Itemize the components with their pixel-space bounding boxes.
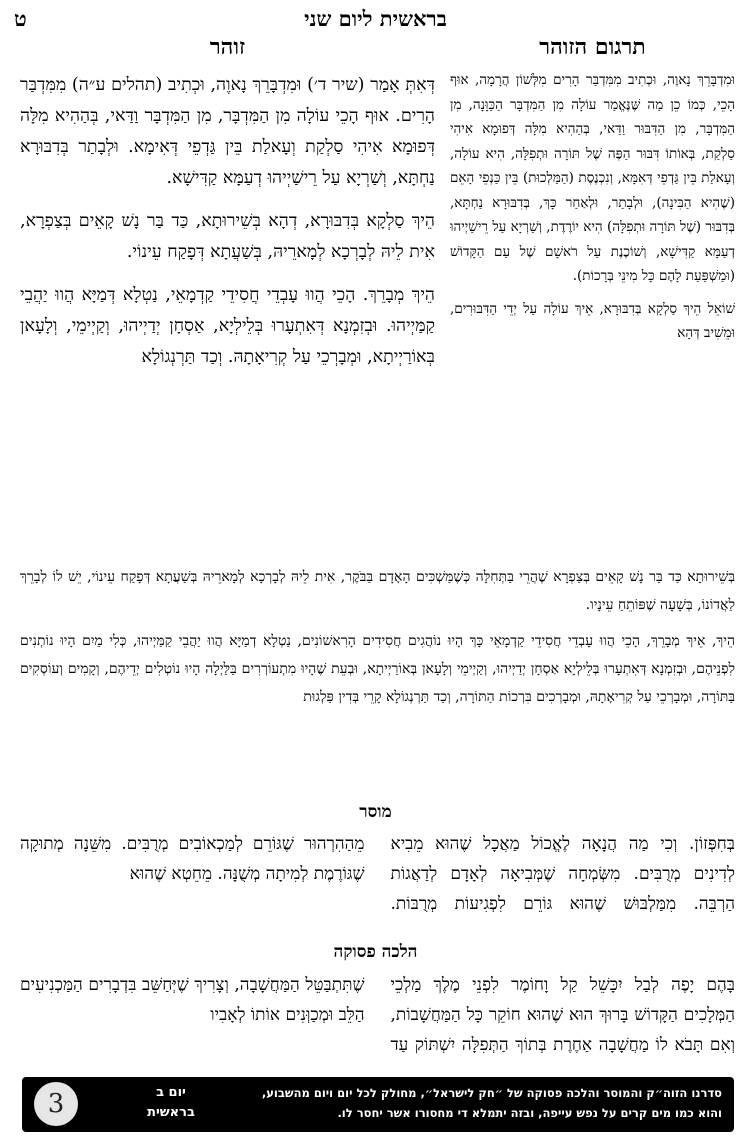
- footer-parasha: בראשית: [147, 1105, 195, 1120]
- page-header-title: בראשית ליום שני: [304, 6, 447, 31]
- targum-paragraph: וּמִדְבָּרֵךְ נָאוֶה, וּכְתִיב מִמִּדְבַּר הָרִים מִלְּשׁוֹן הֲרָמָה, אוּף הָכֵי, כְּמוֹ כֵן מַה שֶּׁנֶּאֱמַר עוֹלָה מִן הַמִּדְבָּר הַכַּוָּנָה, מִן הַמִּדְבָּר, מִן הַדִּבּוּר וַדַּאי, בְּהַהִיא מִלָּה דְּפוּמָא אִיהִי סַלְקַת, בְּאוֹתוֹ דִּבּוּר הַפֶּה שֶׁל תּוֹרָה וּתְפִלָּה, הִיא עוֹלָה, וְעָאלַת בֵּין גַּדְפֵי דְּאִמָּא, וְנִכְנֶסֶת (הַמַּלְכוּת) בֵּין כַּנְפֵי הָאֵם (שֶׁהִיא הַבִּינָה), וּלְבָתַר, וּלְאַחַר כָּךְ, בְּדִבּוּרָא נַחְתָּא, בְּדִבּוּר (שֶׁל תּוֹרָה וּתְפִלָּה) הִיא יוֹרֶדֶת, וְשַׁרְיָא עַל רֵישַׁיְיהוּ דְעַמָּא קַדִּישָׁא, וְשׁוֹכֶנֶת עַל רֹאשָׁם שֶׁל עַם הַקָּדוֹשׁ (וּמַשְׁפַּעַת לָהֶם כָּל מִינֵי בְּרָכוֹת).: [450, 72, 735, 284]
- halacha-text: בָּהֶם יָפֶה לְבַל יִכָּשֵׁל קַל וָחוֹמֶר לִפְנֵי מֶלֶךְ מַלְכֵי הַמְּלָכִים הַקָּדוֹשׁ בָּרוּךְ הוּא שֶׁהוּא חוֹקֵר כָּל הַמַּחֲשָׁבוֹת, וְאִם תָּבֹא לוֹ מַחֲשָׁבָה אַחֶרֶת בְּתוֹךְ הַתְּפִלָּה יִשְׁתּוֹק עַד שֶׁתִּתְבַּטֵּל הַמַּחֲשָׁבָה, וְצָרִיךְ שֶׁיְּחַשֵּׁב בִּדְבָרִים הַמַּכְנִיעִים הַלֵּב וּמְכַוְּנִים אוֹתוֹ לְאָבִיו: [20, 975, 735, 1055]
- targum-column-title: תרגום הזוהר: [539, 34, 646, 60]
- footer-description: [242, 1083, 722, 1123]
- footer-day-label: [116, 1083, 226, 1123]
- page-header-letter: ט: [14, 6, 27, 31]
- targum-paragraph-tail: שׁוֹאֵל הֵיךְ סַלְקָא בְּדִבּוּרָא, אֵיךְ עוֹלָה עַל יְדֵי הַדִּבּוּרִים, וּמֵשִׁיב דְּהָא: [450, 300, 735, 341]
- zohar-paragraph: דְּאִתְּ אָמַר (שיר ד׳) וּמִדְבָּרֵךְ נָאוֶה, וּכְתִיב (תהלים ע״ה) מִמִּדְבַּר הָרִים. אוּף הָכֵי עוֹלָה מִן הַמִּדְבָּר, מִן הַמִּדְבָּר וַדַּאי, בְּהַהִיא מִלָּה דְּפוּמָא אִיהִי סַלְקַת וְעָאלַת בֵּין גַּדְפֵי דְּאִימָא. וּלְבָתַר בְּדִבּוּרָא נַחְתָּא, וְשַׁרְיָא עַל רֵישַׁיְיהוּ דְעַמָּא קַדִּישָׁא.: [20, 75, 435, 188]
- page-number-badge: 3: [34, 1082, 78, 1126]
- musar-title: מוסר: [359, 802, 392, 822]
- targum-text: [450, 68, 735, 346]
- targum-wide-paragraph: הֵיךְ, אֵיךְ מְבָרֵךְ, הָכֵי הֲווּ עָבְדֵי חֲסִידֵי קַדְמָאֵי כָּךְ הָיוּ נוֹהֲגִים חֲסִידִים הָרִאשׁוֹנִים, נַטְלָא דְמַיָּא הֲווּ יַהֲבֵי קַמַּיְיהוּ, כְּלִי מַיִם הָיוּ נוֹתְנִים לִפְנֵיהֶם, וּבְזִמְנָא דְּאִתְעָרוּ בְּלֵילְיָא אַסְחָן יְדַיְיהוּ, וְקַיְימֵי וְלָעָאן בְּאוֹרַיְיתָא, וּבְעֵת שֶׁהָיוּ מִתְעוֹרְרִים בַּלַּיְלָה הָיוּ נוֹטְלִים יְדֵיהֶם, וְקָמִים וְעוֹסְקִים בַּתּוֹרָה, וּמְבָרְכֵי עַל קְרִיאָתָהּ, וּמְבָרְכִים בִּרְכוֹת הַתּוֹרָה, וְכַד תַּרְנְגוֹלָא קָרֵי בְּדִין פַּלְגוּת: [20, 633, 735, 705]
- targum-wide-paragraph: בְּשֵׁירוּתָא כַּד בַּר נָשׁ קָאֵים בְּצַפְרָא שֶׁהֲרֵי בַּתְּחִלָּה כְּשֶׁמַּשְׁכִּים הָאָדָם בַּבֹּקֶר, אִית לֵיהּ לְבָרְכָא לְמָארֵיהּ בְּשַׁעֲתָא דְּפָקַח עֵינוֹי, יֵשׁ לוֹ לְבָרֵךְ לַאֲדוֹנוֹ, בְּשָׁעָה שֶׁפּוֹתֵחַ עֵינָיו.: [20, 569, 735, 613]
- footer-line: סדרנו הזוה״ק והמוסר והלכה פסוקה של ״חק לישראל״, מחולק לכל יום ויום מהשבוע,: [261, 1086, 722, 1100]
- zohar-paragraph: הֵיךְ מְבָרֵךְ. הָכֵי הֲווּ עָבְדֵי חֲסִידֵי קַדְמָאֵי, נַטְלָא דְּמַיָּא הֲווּ יַהֲבֵי קַמַּיְיהוּ. וּבְזִמְנָא דְּאִתְעָרוּ בְּלֵילְיָא, אַסְחָן יְדַיְיהוּ, וְקַיְימֵי, וְלָעָאן בְּאוֹרַיְיתָא, וּמְבָרְכֵי עַל קְרִיאָתָהּ. וְכַד תַּרְנְגוֹלָא: [20, 285, 435, 367]
- zohar-text: [20, 70, 435, 385]
- footer-banner: [22, 1077, 734, 1132]
- musar-text: בְּחִפְּזוֹן. וְכִי מַה הֲנָאָה לֶאֱכוֹל מַאֲכָל שֶׁהוּא מֵבִיא לְדִינִים מְרֻבִּים. מִשְּׂמְחָה שֶׁמְּבִיאָה לְאָדָם לְדַאֲגוֹת הַרְבֵּה. מִמַּלְבּוּשׁ שֶׁהוּא גּוֹרֵם לִפְגִיעוֹת מְרֻבּוֹת. מֵהַהִרְהוּר שֶׁגּוֹרֵם לְמַכְאוֹבִים מְרֻבִּים. מִשֵּׁנָה מְתוּקָה שֶׁגּוֹרֶמֶת לְמִיתָה מְשֻׁנָּה. מֵחֵטְא שֶׁהוּא: [20, 834, 735, 914]
- halacha-title: הלכה פסוקה: [333, 942, 418, 962]
- footer-day: יום ב: [156, 1085, 186, 1100]
- zohar-paragraph: הֵיךְ סַלְקָא בְּדִבּוּרָא, דְהָא בְּשֵׁירוּתָא, כַּד בַּר נָשׁ קָאֵים בְּצַפְרָא, אִית לֵיהּ לְבָרְכָא לְמָארֵיהּ, בְּשַׁעֲתָא דְּפָקַח עֵינוֹי.: [20, 211, 435, 262]
- footer-line: והוא כמו מים קרים על נפש עייפה, ובזה יתמלא די מחסורו אשר יחסר לו.: [337, 1106, 722, 1120]
- zohar-column-title: זוהר: [209, 34, 246, 60]
